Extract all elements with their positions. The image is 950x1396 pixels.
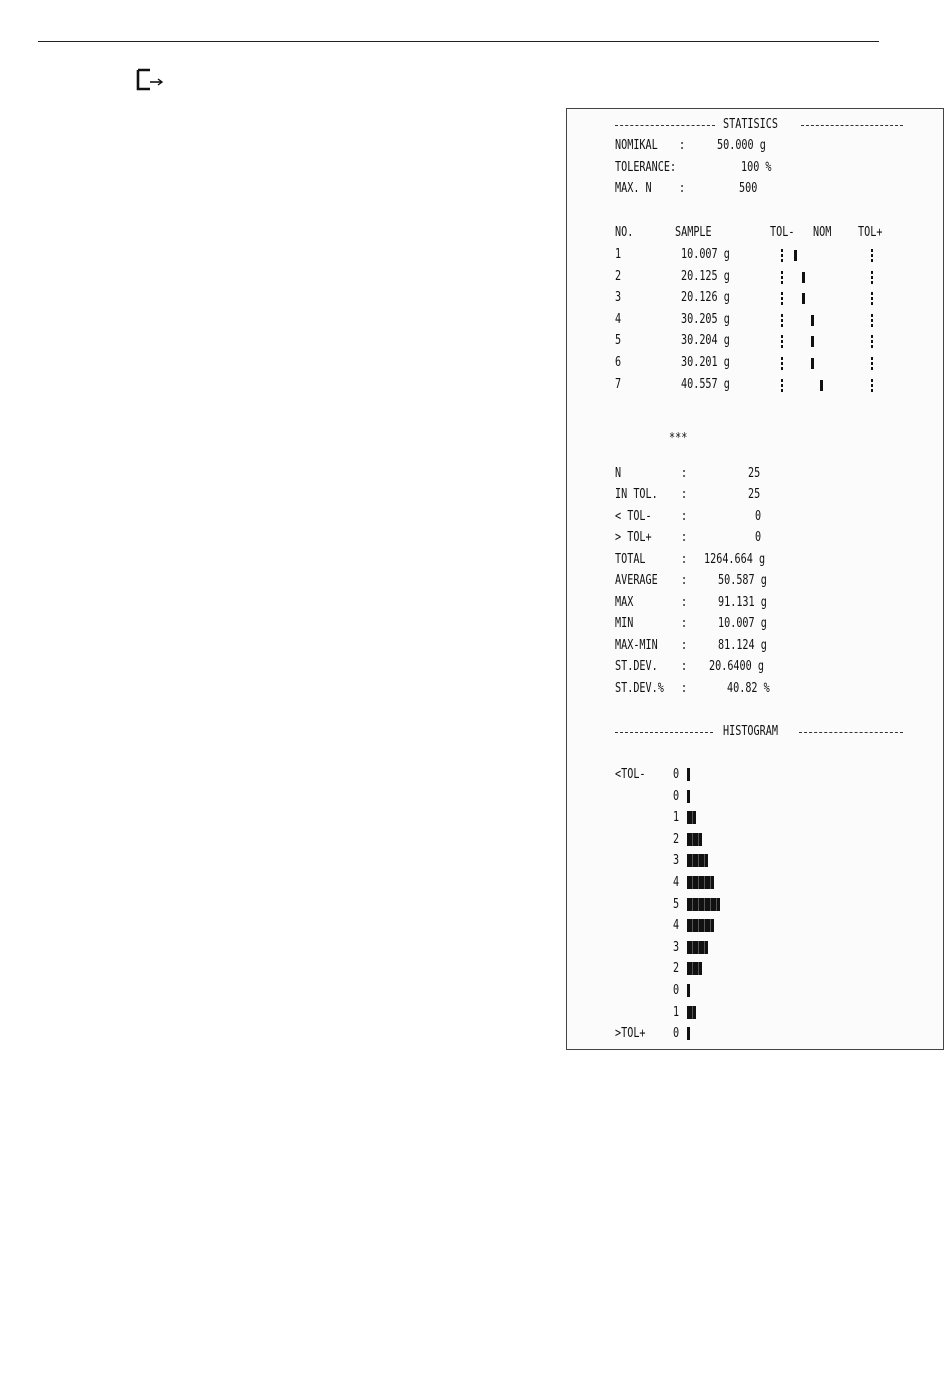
summary-label: ST.DEV.% bbox=[615, 681, 664, 696]
summary-label: N bbox=[615, 466, 622, 481]
histogram-count: 0 bbox=[673, 767, 680, 782]
col-no: NO. bbox=[615, 225, 634, 240]
summary-value: 10.007 g bbox=[718, 616, 767, 631]
nominal-label: NOMIKAL bbox=[615, 138, 658, 153]
histogram-count: 0 bbox=[673, 788, 680, 804]
summary-label: IN TOL. bbox=[615, 487, 658, 502]
row-sample: 30.201 g bbox=[681, 355, 730, 370]
sample-deviation-mark bbox=[794, 250, 797, 261]
tol-minus-bound bbox=[781, 335, 783, 348]
row-sample: 40.557 g bbox=[681, 377, 730, 392]
summary-value: 0 bbox=[755, 509, 762, 524]
summary-label: TOTAL bbox=[615, 552, 646, 567]
tol-minus-bound bbox=[781, 249, 783, 262]
row-sample: 10.007 g bbox=[681, 247, 730, 262]
sample-deviation-mark bbox=[811, 358, 814, 369]
tol-plus-bound bbox=[871, 335, 873, 348]
summary-value: 25 bbox=[748, 466, 761, 481]
tol-plus-bound bbox=[871, 271, 873, 284]
summary-label: MIN bbox=[615, 616, 634, 631]
row-no: 4 bbox=[615, 312, 622, 327]
row-no: 6 bbox=[615, 355, 622, 370]
maxn-sep: : bbox=[679, 181, 686, 196]
tol-plus-bound bbox=[871, 249, 873, 262]
statistics-printout bbox=[566, 108, 944, 1050]
summary-sep: : bbox=[681, 681, 688, 696]
histogram-dash-right bbox=[799, 732, 903, 733]
histogram-bar bbox=[687, 833, 702, 846]
summary-sep: : bbox=[681, 573, 688, 588]
row-sample: 20.126 g bbox=[681, 290, 730, 305]
row-no: 1 bbox=[615, 247, 622, 262]
row-sample: 30.205 g bbox=[681, 312, 730, 327]
histogram-bar bbox=[687, 898, 720, 911]
histogram-bar bbox=[687, 811, 696, 824]
summary-label: < TOL- bbox=[615, 509, 652, 524]
summary-label: AVERAGE bbox=[615, 573, 658, 588]
title-dash-right bbox=[801, 125, 903, 126]
histogram-bar bbox=[687, 876, 714, 889]
page-top-rule bbox=[38, 41, 879, 42]
tol-plus-bound bbox=[871, 314, 873, 327]
summary-value: 50.587 g bbox=[718, 573, 767, 588]
histogram-count: 2 bbox=[673, 831, 680, 847]
summary-sep: : bbox=[681, 509, 688, 524]
row-sample: 20.125 g bbox=[681, 269, 730, 284]
tolerance-label: TOLERANCE: bbox=[615, 160, 677, 175]
col-sample: SAMPLE bbox=[675, 225, 712, 240]
summary-label: MAX-MIN bbox=[615, 638, 658, 653]
sample-deviation-mark bbox=[820, 380, 823, 391]
row-no: 2 bbox=[615, 269, 622, 284]
histogram-last-label: >TOL+ bbox=[615, 1026, 646, 1041]
nominal-value: 50.000 g bbox=[717, 138, 766, 153]
histogram-bar bbox=[687, 1006, 696, 1019]
histogram-count: 0 bbox=[673, 1026, 680, 1042]
row-no: 5 bbox=[615, 333, 622, 348]
histogram-bar bbox=[687, 768, 690, 781]
histogram-count: 4 bbox=[673, 918, 680, 934]
histogram-count: 2 bbox=[673, 961, 680, 977]
summary-value: 25 bbox=[748, 487, 761, 502]
tol-plus-bound bbox=[871, 292, 873, 305]
histogram-bar bbox=[687, 854, 708, 867]
summary-sep: : bbox=[681, 595, 688, 610]
sample-deviation-mark bbox=[811, 315, 814, 326]
histogram-count: 4 bbox=[673, 875, 680, 890]
col-tol-minus: TOL- bbox=[770, 225, 795, 240]
sample-deviation-mark bbox=[802, 272, 805, 283]
summary-label: ST.DEV. bbox=[615, 659, 658, 674]
summary-value: 1264.664 g bbox=[704, 552, 766, 567]
histogram-bar bbox=[687, 790, 690, 803]
summary-sep: : bbox=[681, 487, 688, 502]
row-sample: 30.204 g bbox=[681, 333, 730, 348]
tol-minus-bound bbox=[781, 379, 783, 392]
row-no: 7 bbox=[615, 377, 622, 392]
row-no: 3 bbox=[615, 290, 622, 305]
histogram-count: 5 bbox=[673, 896, 680, 912]
nominal-sep: : bbox=[679, 138, 686, 153]
col-nom: NOM bbox=[813, 225, 832, 240]
histogram-bar bbox=[687, 1027, 690, 1040]
print-output-icon bbox=[136, 68, 166, 92]
summary-sep: : bbox=[681, 616, 688, 631]
sample-deviation-mark bbox=[802, 293, 805, 304]
sample-deviation-mark bbox=[811, 336, 814, 347]
histogram-count: 3 bbox=[673, 939, 680, 955]
histogram-title: HISTOGRAM bbox=[723, 724, 778, 739]
histogram-count: 3 bbox=[673, 853, 680, 869]
summary-sep: : bbox=[681, 466, 688, 481]
tol-minus-bound bbox=[781, 271, 783, 284]
title-dash-left bbox=[615, 125, 715, 126]
maxn-label: MAX. N bbox=[615, 181, 652, 196]
histogram-count: 1 bbox=[673, 1004, 680, 1020]
histogram-dash-left bbox=[615, 732, 713, 733]
col-tol-plus: TOL+ bbox=[858, 225, 883, 240]
summary-value: 0 bbox=[755, 530, 762, 545]
summary-sep: : bbox=[681, 530, 688, 545]
histogram-first-label: <TOL- bbox=[615, 767, 646, 782]
summary-sep: : bbox=[681, 638, 688, 653]
summary-sep: : bbox=[681, 659, 688, 674]
tol-minus-bound bbox=[781, 357, 783, 370]
omitted-rows-marker: *** bbox=[669, 431, 688, 446]
summary-label: MAX bbox=[615, 595, 634, 610]
summary-value: 81.124 g bbox=[718, 638, 767, 653]
summary-value: 40.82 % bbox=[727, 681, 770, 696]
histogram-bar bbox=[687, 919, 714, 932]
maxn-value: 500 bbox=[739, 181, 758, 196]
summary-sep: : bbox=[681, 552, 688, 567]
histogram-bar bbox=[687, 941, 708, 954]
summary-value: 20.6400 g bbox=[709, 659, 764, 674]
tol-minus-bound bbox=[781, 292, 783, 305]
histogram-count: 1 bbox=[673, 810, 680, 826]
tolerance-value: 100 % bbox=[741, 160, 772, 175]
summary-value: 91.131 g bbox=[718, 595, 767, 610]
histogram-bar bbox=[687, 962, 702, 975]
tol-plus-bound bbox=[871, 357, 873, 370]
histogram-count: 0 bbox=[673, 983, 680, 998]
histogram-bar bbox=[687, 984, 690, 997]
statistics-title: STATISICS bbox=[723, 117, 778, 132]
tol-plus-bound bbox=[871, 379, 873, 392]
tol-minus-bound bbox=[781, 314, 783, 327]
summary-label: > TOL+ bbox=[615, 530, 652, 545]
